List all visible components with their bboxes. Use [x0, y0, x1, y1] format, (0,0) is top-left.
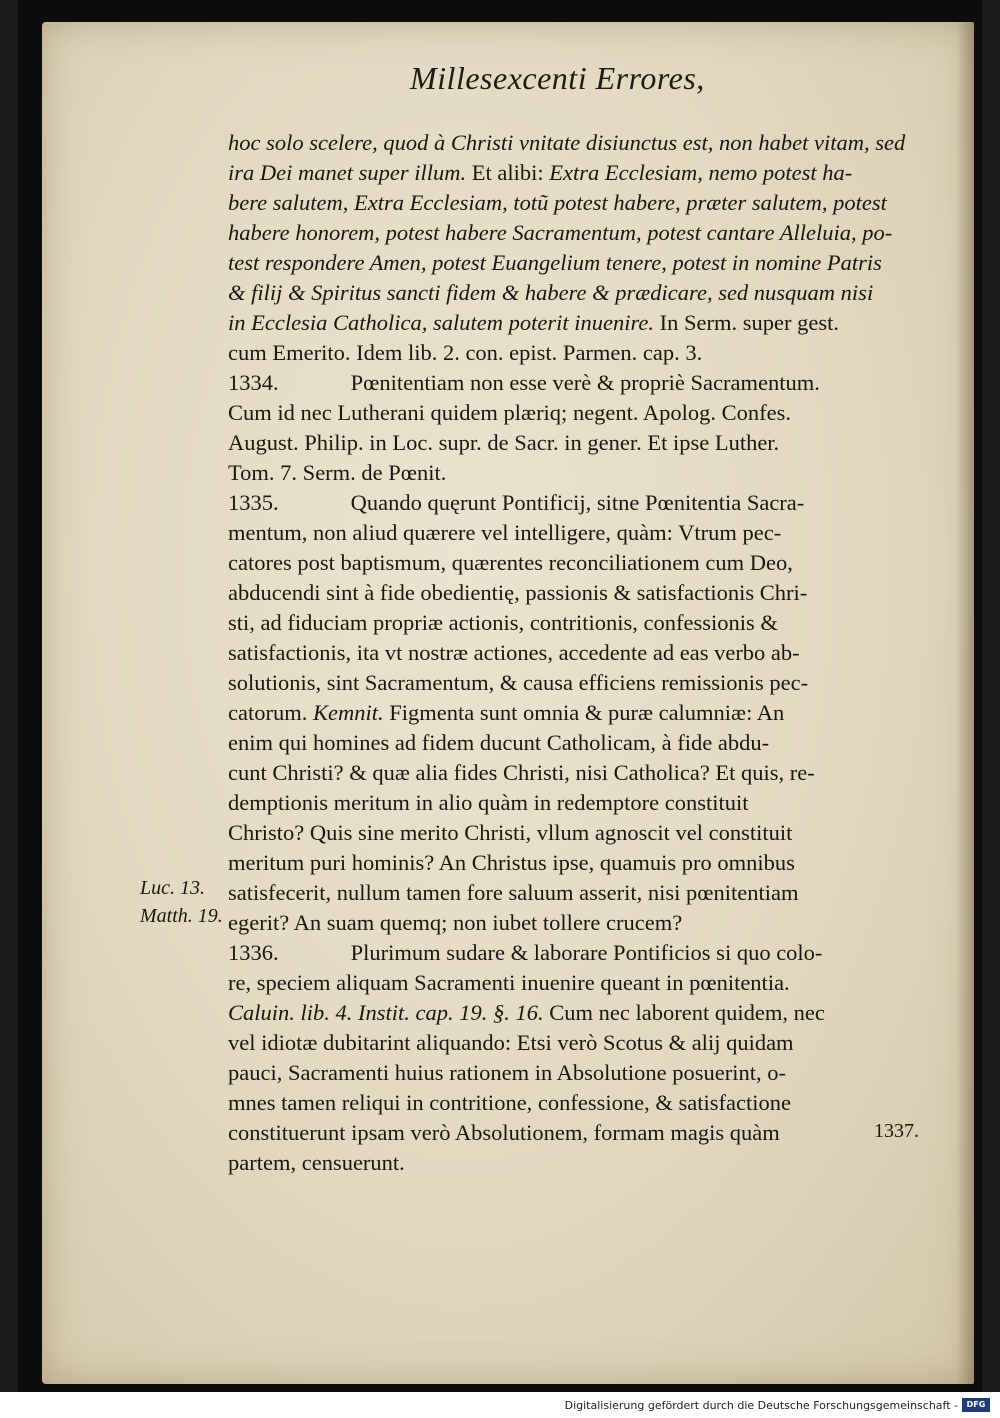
- text-segment: Pœnitentiam non esse verè & propriè Sacramentum.: [350, 370, 820, 395]
- text-segment: Tom. 7. Serm. de Pœnit.: [228, 460, 447, 485]
- text-segment: Cum id nec Lutherani quidem plæriq; negent. Apolog. Confes.: [228, 400, 792, 425]
- text-line: [228, 1028, 908, 1058]
- text-segment: hoc solo scelere, quod à Christi vnitate disiunctus est, non habet vitam, sed: [228, 130, 906, 155]
- text-line: [228, 878, 908, 908]
- text-segment: Quando quęrunt Pontificij, sitne Pœnitentia Sacra-: [350, 490, 805, 515]
- text-line: [228, 188, 908, 218]
- text-line: [228, 158, 908, 188]
- text-segment: constituerunt ipsam verò Absolutionem, formam magis quàm: [228, 1120, 780, 1145]
- text-line: [228, 608, 908, 638]
- catchword: 1337.: [874, 1120, 919, 1142]
- text-line: [228, 938, 908, 968]
- text-line: [228, 398, 908, 428]
- text-segment: partem, censuerunt.: [228, 1150, 405, 1175]
- text-segment: demptionis meritum in alio quàm in redemptore constituit: [228, 790, 749, 815]
- margin-note-matth: Matth. 19.: [140, 905, 223, 927]
- text-line: [228, 668, 908, 698]
- text-segment: meritum puri hominis? An Christus ipse, quamuis pro omnibus: [228, 850, 795, 875]
- text-line: [228, 848, 908, 878]
- text-segment: vel idiotæ dubitarint aliquando: Etsi verò Scotus & alij quidam: [228, 1030, 794, 1055]
- text-line: [228, 818, 908, 848]
- text-line: [228, 638, 908, 668]
- entry-number: 1335.: [228, 490, 279, 515]
- text-segment: re, speciem aliquam Sacramenti inuenire queant in pœnitentia.: [228, 970, 790, 995]
- text-segment: Plurimum sudare & laborare Pontificios si quo colo-: [350, 940, 823, 965]
- text-segment: enim qui homines ad fidem ducunt Catholicam, à fide abdu-: [228, 730, 770, 755]
- text-segment: & filij & Spiritus sancti fidem & habere & prædicare, sed nusquam nisi: [228, 280, 874, 305]
- text-line: [228, 1058, 908, 1088]
- text-segment: satisfecerit, nullum tamen fore saluum asserit, nisi pœnitentiam: [228, 880, 799, 905]
- text-segment: bere salutem, Extra Ecclesiam, totũ potest habere, præter salutem, potest: [228, 190, 887, 215]
- text-segment: habere honorem, potest habere Sacramentum, potest cantare Alleluia, po-: [228, 220, 893, 245]
- entry-number: 1334.: [228, 370, 279, 395]
- text-segment: abducendi sint à fide obedientię, passionis & satisfactionis Chri-: [228, 580, 808, 605]
- text-segment: pauci, Sacramenti huius rationem in Absolutione posuerint, o-: [228, 1060, 787, 1085]
- text-line: [228, 518, 908, 548]
- text-segment: satisfactionis, ita vt nostræ actiones, accedente ad eas verbo ab-: [228, 640, 800, 665]
- text-line: [228, 368, 908, 398]
- text-segment: in Ecclesia Catholica, salutem poterit inuenire.: [228, 310, 654, 335]
- text-segment: August. Philip. in Loc. supr. de Sacr. in gener. Et ipse Luther.: [228, 430, 780, 455]
- text-line: [228, 488, 908, 518]
- text-line: [228, 128, 908, 158]
- text-segment: Christo? Quis sine merito Christi, vllum agnoscit vel constituit: [228, 820, 793, 845]
- text-line: [228, 728, 908, 758]
- text-line: [228, 758, 908, 788]
- text-line: [228, 968, 908, 998]
- text-line: [228, 578, 908, 608]
- body-text: [228, 128, 908, 1178]
- text-segment: sti, ad fiduciam propriæ actionis, contritionis, confessionis &: [228, 610, 778, 635]
- text-line: [228, 908, 908, 938]
- text-segment: cunt Christi? & quæ alia fides Christi, nisi Catholica? Et quis, re-: [228, 760, 815, 785]
- digitization-footer: [0, 1392, 1000, 1418]
- text-line: [228, 308, 908, 338]
- entry-number: 1336.: [228, 940, 279, 965]
- text-line: [228, 788, 908, 818]
- text-segment: solutionis, sint Sacramentum, & causa efficiens remissionis pec-: [228, 670, 809, 695]
- text-segment: Et alibi:: [466, 160, 550, 185]
- text-line: [228, 1088, 908, 1118]
- text-line: [228, 458, 908, 488]
- text-line: [228, 278, 908, 308]
- margin-note-luc: Luc. 13.: [140, 877, 205, 899]
- text-segment: test respondere Amen, potest Euangelium tenere, potest in nomine Patris: [228, 250, 882, 275]
- text-segment: mentum, non aliud quærere vel intelligere, quàm: Vtrum pec-: [228, 520, 782, 545]
- text-segment: Caluin. lib. 4. Instit. cap. 19. §. 16.: [228, 1000, 544, 1025]
- running-title: Millesexcenti Errores,: [410, 60, 705, 96]
- text-segment: Kemnit.: [312, 700, 384, 725]
- text-line: [228, 998, 908, 1028]
- text-line: [228, 218, 908, 248]
- margin-notes: [140, 874, 240, 930]
- text-line: [228, 548, 908, 578]
- text-line: [228, 248, 908, 278]
- text-segment: egerit? An suam quemq; non iubet tollere crucem?: [228, 910, 683, 935]
- text-segment: In Serm. super gest.: [653, 310, 839, 335]
- text-segment: Cum nec laborent quidem, nec: [543, 1000, 825, 1025]
- text-line: [228, 1148, 908, 1178]
- page-edge-shadow: [956, 22, 974, 1384]
- text-line: [228, 698, 908, 728]
- text-segment: catores post baptismum, quærentes reconciliationem cum Deo,: [228, 550, 793, 575]
- footer-credit: Digitalisierung gefördert durch die Deutsche Forschungsgemeinschaft -: [564, 1399, 958, 1412]
- dfg-logo: DFG: [962, 1398, 990, 1412]
- text-segment: Figmenta sunt omnia & puræ calumniæ: An: [383, 700, 785, 725]
- text-line: [228, 1118, 908, 1148]
- text-segment: cum Emerito. Idem lib. 2. con. epist. Parmen. cap. 3.: [228, 340, 703, 365]
- text-segment: catorum.: [228, 700, 313, 725]
- text-segment: Extra Ecclesiam, nemo potest ha-: [549, 160, 853, 185]
- text-line: [228, 428, 908, 458]
- text-segment: ira Dei manet super illum.: [228, 160, 467, 185]
- text-line: [228, 338, 908, 368]
- text-segment: mnes tamen reliqui in contritione, confessione, & satisfactione: [228, 1090, 791, 1115]
